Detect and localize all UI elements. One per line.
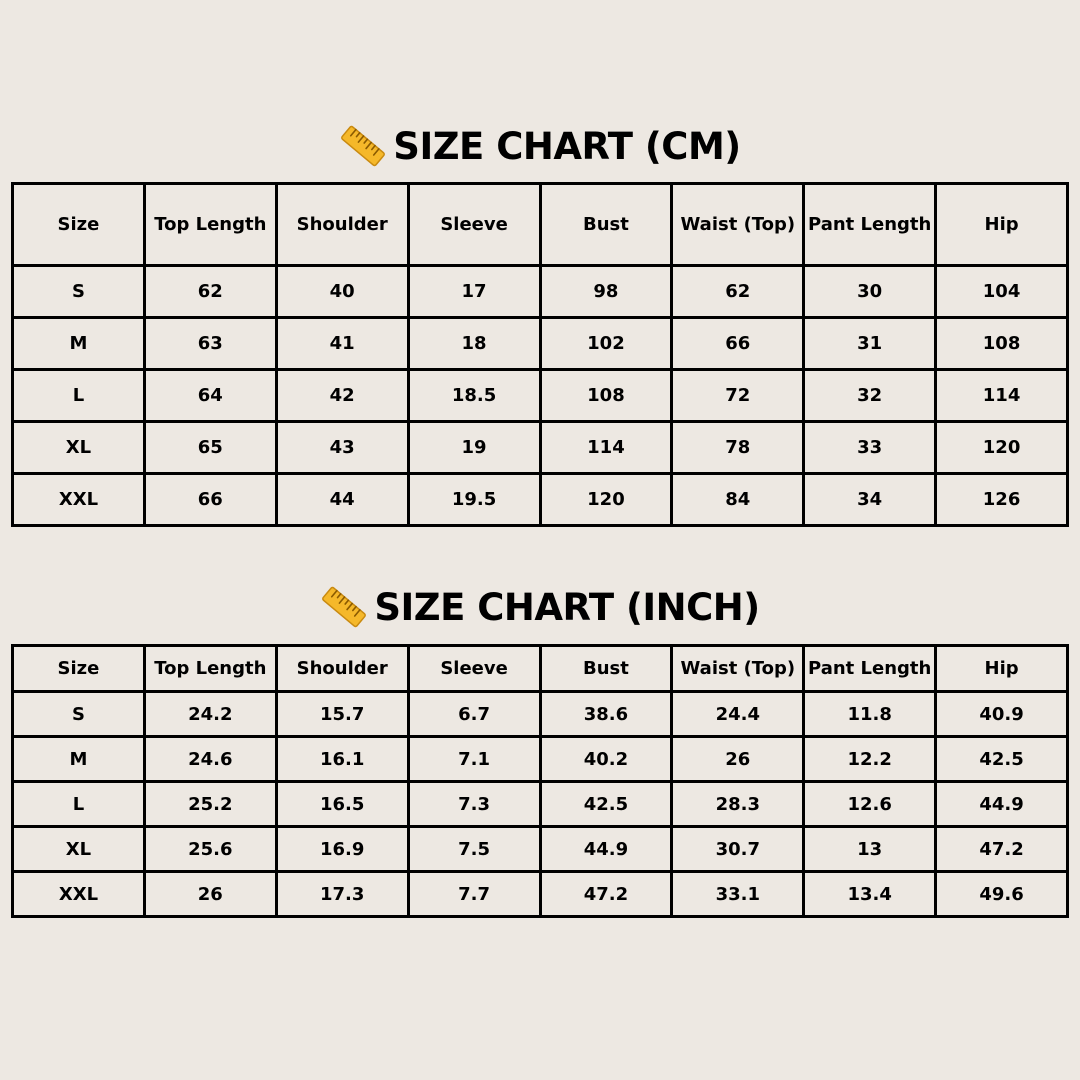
measurement-cell: 62 xyxy=(144,266,276,318)
measurement-cell: 16.5 xyxy=(276,782,408,827)
column-header: Pant Length xyxy=(804,646,936,692)
ruler-icon xyxy=(320,584,368,630)
measurement-cell: 42.5 xyxy=(936,737,1068,782)
measurement-cell: 26 xyxy=(672,737,804,782)
measurement-cell: 47.2 xyxy=(936,827,1068,872)
column-header: Shoulder xyxy=(276,646,408,692)
measurement-cell: 7.3 xyxy=(408,782,540,827)
table-row xyxy=(13,737,1068,782)
cm-size-table xyxy=(11,182,1069,527)
column-header: Sleeve xyxy=(408,184,540,266)
size-label-cell: M xyxy=(13,737,145,782)
measurement-cell: 63 xyxy=(144,318,276,370)
measurement-cell: 104 xyxy=(936,266,1068,318)
inch-chart-title xyxy=(0,585,1080,633)
size-label-cell: S xyxy=(13,266,145,318)
measurement-cell: 7.1 xyxy=(408,737,540,782)
measurement-cell: 17.3 xyxy=(276,872,408,917)
column-header: Bust xyxy=(540,646,672,692)
measurement-cell: 32 xyxy=(804,370,936,422)
table-row xyxy=(13,422,1068,474)
measurement-cell: 64 xyxy=(144,370,276,422)
size-label-cell: XL xyxy=(13,422,145,474)
measurement-cell: 108 xyxy=(540,370,672,422)
column-header: Hip xyxy=(936,646,1068,692)
measurement-cell: 28.3 xyxy=(672,782,804,827)
size-label-cell: XXL xyxy=(13,474,145,526)
measurement-cell: 43 xyxy=(276,422,408,474)
measurement-cell: 24.4 xyxy=(672,692,804,737)
measurement-cell: 13 xyxy=(804,827,936,872)
column-header: Bust xyxy=(540,184,672,266)
table-header-row xyxy=(13,646,1068,692)
table-row xyxy=(13,318,1068,370)
table-row xyxy=(13,474,1068,526)
measurement-cell: 40.9 xyxy=(936,692,1068,737)
size-label-cell: L xyxy=(13,370,145,422)
column-header: Top Length xyxy=(144,646,276,692)
measurement-cell: 47.2 xyxy=(540,872,672,917)
measurement-cell: 30.7 xyxy=(672,827,804,872)
measurement-cell: 66 xyxy=(672,318,804,370)
table-row xyxy=(13,872,1068,917)
column-header: Hip xyxy=(936,184,1068,266)
measurement-cell: 44 xyxy=(276,474,408,526)
measurement-cell: 42.5 xyxy=(540,782,672,827)
measurement-cell: 31 xyxy=(804,318,936,370)
measurement-cell: 84 xyxy=(672,474,804,526)
measurement-cell: 19.5 xyxy=(408,474,540,526)
table-row xyxy=(13,782,1068,827)
column-header: Waist (Top) xyxy=(672,646,804,692)
inch-size-table xyxy=(11,644,1069,918)
measurement-cell: 18 xyxy=(408,318,540,370)
measurement-cell: 108 xyxy=(936,318,1068,370)
measurement-cell: 40.2 xyxy=(540,737,672,782)
measurement-cell: 19 xyxy=(408,422,540,474)
table-row xyxy=(13,370,1068,422)
measurement-cell: 44.9 xyxy=(540,827,672,872)
measurement-cell: 98 xyxy=(540,266,672,318)
table-header-row xyxy=(13,184,1068,266)
measurement-cell: 120 xyxy=(936,422,1068,474)
column-header: Pant Length xyxy=(804,184,936,266)
measurement-cell: 78 xyxy=(672,422,804,474)
table-row xyxy=(13,266,1068,318)
table-row xyxy=(13,692,1068,737)
size-label-cell: M xyxy=(13,318,145,370)
measurement-cell: 26 xyxy=(144,872,276,917)
measurement-cell: 25.2 xyxy=(144,782,276,827)
measurement-cell: 25.6 xyxy=(144,827,276,872)
measurement-cell: 65 xyxy=(144,422,276,474)
measurement-cell: 42 xyxy=(276,370,408,422)
column-header: Top Length xyxy=(144,184,276,266)
measurement-cell: 126 xyxy=(936,474,1068,526)
column-header: Size xyxy=(13,184,145,266)
column-header: Waist (Top) xyxy=(672,184,804,266)
size-label-cell: L xyxy=(13,782,145,827)
measurement-cell: 18.5 xyxy=(408,370,540,422)
measurement-cell: 33.1 xyxy=(672,872,804,917)
cm-chart-title xyxy=(0,124,1080,172)
measurement-cell: 12.6 xyxy=(804,782,936,827)
measurement-cell: 24.6 xyxy=(144,737,276,782)
column-header: Shoulder xyxy=(276,184,408,266)
size-label-cell: XL xyxy=(13,827,145,872)
measurement-cell: 41 xyxy=(276,318,408,370)
measurement-cell: 16.9 xyxy=(276,827,408,872)
measurement-cell: 13.4 xyxy=(804,872,936,917)
size-label-cell: XXL xyxy=(13,872,145,917)
measurement-cell: 16.1 xyxy=(276,737,408,782)
measurement-cell: 72 xyxy=(672,370,804,422)
measurement-cell: 102 xyxy=(540,318,672,370)
measurement-cell: 34 xyxy=(804,474,936,526)
measurement-cell: 24.2 xyxy=(144,692,276,737)
measurement-cell: 7.7 xyxy=(408,872,540,917)
measurement-cell: 11.8 xyxy=(804,692,936,737)
column-header: Size xyxy=(13,646,145,692)
cm-chart-title-text: SIZE CHART (CM) xyxy=(393,125,741,168)
measurement-cell: 114 xyxy=(540,422,672,474)
table-row xyxy=(13,827,1068,872)
inch-chart-title-text: SIZE CHART (INCH) xyxy=(374,586,760,629)
measurement-cell: 7.5 xyxy=(408,827,540,872)
measurement-cell: 33 xyxy=(804,422,936,474)
measurement-cell: 66 xyxy=(144,474,276,526)
measurement-cell: 44.9 xyxy=(936,782,1068,827)
measurement-cell: 12.2 xyxy=(804,737,936,782)
size-label-cell: S xyxy=(13,692,145,737)
measurement-cell: 15.7 xyxy=(276,692,408,737)
ruler-icon xyxy=(339,123,387,169)
measurement-cell: 40 xyxy=(276,266,408,318)
measurement-cell: 49.6 xyxy=(936,872,1068,917)
measurement-cell: 17 xyxy=(408,266,540,318)
measurement-cell: 38.6 xyxy=(540,692,672,737)
measurement-cell: 62 xyxy=(672,266,804,318)
measurement-cell: 114 xyxy=(936,370,1068,422)
measurement-cell: 120 xyxy=(540,474,672,526)
measurement-cell: 30 xyxy=(804,266,936,318)
measurement-cell: 6.7 xyxy=(408,692,540,737)
column-header: Sleeve xyxy=(408,646,540,692)
